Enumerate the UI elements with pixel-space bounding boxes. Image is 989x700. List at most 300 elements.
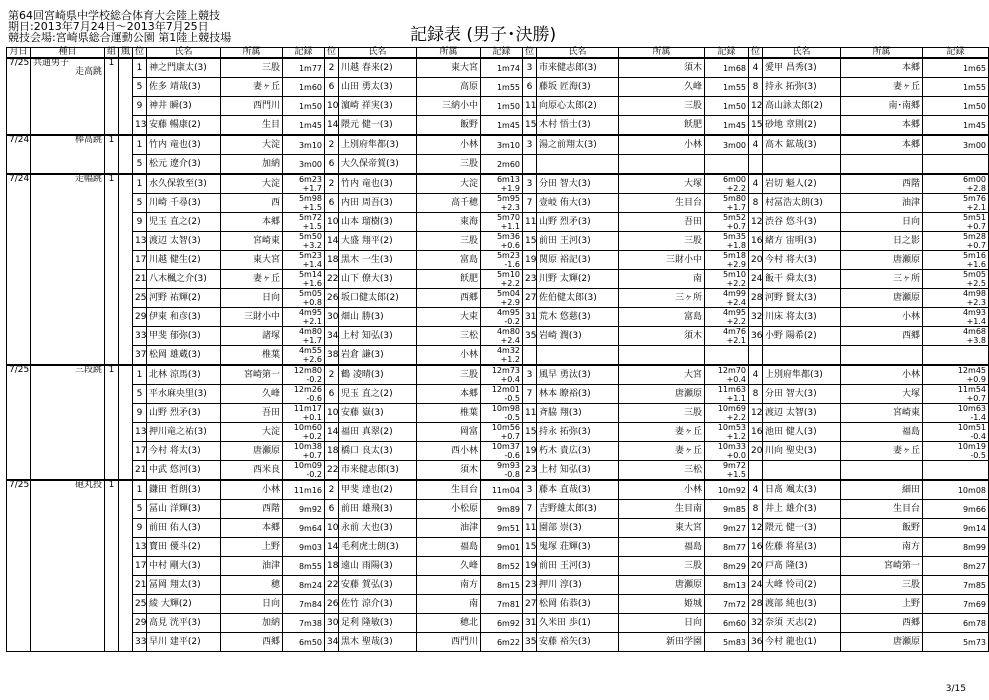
athlete-name: 川越 春来(2) [339,58,417,78]
place: 34 [325,327,339,346]
record-mark [283,404,325,423]
record-mark [705,633,749,652]
place: 20 [749,251,763,270]
wind-value: +2.4 [726,298,746,307]
record-mark [481,135,523,155]
team-name: 須木 [619,327,705,346]
record-value: 1m55 [722,82,746,92]
place: 26 [325,595,339,614]
athlete-name: 寶田 優斗(2) [147,538,221,557]
place: 14 [325,232,339,251]
record-mark [923,232,989,251]
place: 9 [133,213,147,232]
record-mark [923,289,989,308]
athlete-name: 竹内 竜也(3) [147,135,221,155]
place: 6 [325,155,339,175]
table-row [7,385,989,404]
athlete-name: 上別府隼都(3) [339,135,417,155]
column-header: 記録 [481,48,523,59]
place: 16 [749,538,763,557]
athlete-name: 山野 烈矛(3) [147,404,221,423]
team-name: 本郷 [841,58,923,78]
record-mark [705,576,749,595]
record-value: 5m73 [962,637,986,647]
record-value: 4m76 [722,327,746,336]
wind-value: +2.2 [726,317,746,326]
wind-cell [119,365,133,480]
wind-value: +0.7 [726,222,746,231]
record-value: 6m50 [298,637,322,647]
team-name [841,155,923,175]
table-row [7,194,989,213]
athlete-name: 藤坂 匠海(3) [537,78,619,97]
place: 3 [523,58,537,78]
team-name: 小林 [221,480,283,500]
place: 22 [325,270,339,289]
place: 2 [325,480,339,500]
place: 23 [523,576,537,595]
athlete-name: 木村 悟士(3) [537,116,619,136]
record-value: 8m99 [962,542,986,552]
record-mark [923,519,989,538]
record-value: 5m18 [722,251,746,260]
team-name: 生目南 [619,500,705,519]
wind-value: +0.9 [966,375,986,384]
record-mark [481,557,523,576]
record-value: 5m50 [298,232,322,241]
athlete-name: 市来健志郎(3) [339,461,417,481]
record-mark [481,595,523,614]
team-name: 飯野 [417,116,481,136]
record-value: 4m95 [496,308,520,317]
page-number: 3/15 [945,684,966,694]
record-mark [923,135,989,155]
record-value: 6m60 [722,618,746,628]
place: 32 [749,614,763,633]
record-value: 8m52 [496,561,520,571]
place: 6 [325,385,339,404]
record-value: 5m14 [298,270,322,279]
wind-value: +0.7 [966,241,986,250]
team-name: 加納 [221,614,283,633]
event-name-line: 棒高跳 [74,135,102,145]
team-name: 三財小中 [619,251,705,270]
record-value: 9m93 [496,461,520,470]
athlete-name: 平水麻央里(3) [147,385,221,404]
athlete-name: 渡辺 太智(3) [147,232,221,251]
place: 35 [523,327,537,346]
team-name: 西 [221,194,283,213]
team-name: 久峰 [619,78,705,97]
event-name [31,174,105,365]
record-value: 9m72 [722,461,746,470]
record-mark [705,289,749,308]
athlete-name: 川床 将太(3) [763,308,841,327]
record-value: 6m92 [496,618,520,628]
column-header: 所属 [417,48,481,59]
team-name: 油津 [841,194,923,213]
table-row [7,213,989,232]
record-value: 5m95 [496,194,520,203]
record-mark [283,480,325,500]
record-mark [283,385,325,404]
place: 9 [133,404,147,423]
place: 8 [749,78,763,97]
athlete-name: 砂地 章則(2) [763,116,841,136]
athlete-name: 児玉 直之(2) [339,385,417,404]
place: 17 [133,251,147,270]
record-value: 9m92 [298,504,322,514]
athlete-name: 今村 将太(3) [147,442,221,461]
athlete-name: 前田 雄飛(3) [339,500,417,519]
athlete-name: 八木楓之介(3) [147,270,221,289]
place: 6 [523,78,537,97]
wind-value: +2.3 [500,203,520,212]
place [523,155,537,175]
record-mark [283,194,325,213]
record-value: 1m74 [496,63,520,73]
team-name: 三股 [417,232,481,251]
record-value: 10m69 [717,404,746,413]
place: 5 [133,385,147,404]
record-mark [923,385,989,404]
wind-value: -0.5 [504,394,520,403]
record-mark [283,346,325,366]
place: 15 [749,116,763,136]
team-name: 飫肥 [417,270,481,289]
meet-period: 期日:2013年7月24日～2013年7月25日 [8,20,209,33]
team-name: 細田 [841,480,923,500]
place: 8 [749,385,763,404]
record-mark [481,480,523,500]
record-mark [481,58,523,78]
athlete-name [763,155,841,175]
table-row [7,97,989,116]
team-name: 三股 [619,97,705,116]
team-name: 宮崎第一 [841,557,923,576]
athlete-name: 前田 王河(3) [537,232,619,251]
team-name: 大宮 [619,365,705,385]
column-header: 氏名 [537,48,619,59]
event-name-line: 共通男子 [33,58,70,68]
place: 1 [133,365,147,385]
team-name: 西小林 [417,442,481,461]
record-mark [923,308,989,327]
record-mark [923,116,989,136]
place: 4 [749,365,763,385]
record-value: 9m27 [722,523,746,533]
place: 12 [749,97,763,116]
record-value: 4m93 [962,308,986,317]
event-date: 7/24 [7,174,31,365]
place: 35 [523,633,537,652]
athlete-name: 渋谷 悠斗(3) [763,213,841,232]
athlete-name: 壹岐 侑大(3) [537,194,619,213]
wind-value: +2.2 [500,279,520,288]
event-name-line: 走高跳 [74,67,102,77]
place [523,346,537,366]
record-value: 5m23 [298,251,322,260]
record-mark [923,500,989,519]
record-mark [481,78,523,97]
athlete-name: 日髙 颯太(3) [763,480,841,500]
athlete-name: 河野 祐輝(2) [147,289,221,308]
athlete-name: 隈元 健一(3) [763,519,841,538]
record-value: 12m45 [957,366,986,375]
team-name: 大束 [417,308,481,327]
record-value: 10m60 [293,423,322,432]
record-mark [481,385,523,404]
record-mark [283,78,325,97]
athlete-name: 濵崎 祥実(3) [339,97,417,116]
team-name: 生目台 [417,480,481,500]
place: 4 [749,480,763,500]
team-name: 三松 [417,327,481,346]
record-mark [923,327,989,346]
place: 2 [325,135,339,155]
record-value: 6m23 [298,175,322,184]
column-header: 風 [119,48,133,59]
athlete-name: 足利 隆敏(3) [339,614,417,633]
place: 2 [325,365,339,385]
table-row [7,58,989,78]
record-mark [283,633,325,652]
team-name: 日向 [221,595,283,614]
place: 7 [523,500,537,519]
place: 17 [133,442,147,461]
team-name: 三股 [619,404,705,423]
record-mark [705,270,749,289]
athlete-name: 鶴 凌晴(3) [339,365,417,385]
record-value: 4m68 [962,327,986,336]
record-mark [283,442,325,461]
table-row [7,442,989,461]
team-name: 三納小中 [417,97,481,116]
record-value: 1m55 [496,82,520,92]
record-mark [283,116,325,136]
table-row [7,404,989,423]
wind-value: -0.8 [504,470,520,479]
record-mark [481,442,523,461]
wind-value: -0.6 [306,394,322,403]
record-mark [705,251,749,270]
place [749,461,763,481]
place: 29 [133,614,147,633]
record-mark [705,461,749,481]
record-value: 11m63 [717,385,746,394]
athlete-name: 藤本 直哉(3) [537,480,619,500]
place: 34 [325,633,339,652]
record-mark [481,346,523,366]
place: 2 [325,174,339,194]
event-date: 7/24 [7,135,31,174]
record-mark [481,538,523,557]
team-name: 唐瀬原 [841,633,923,652]
athlete-name: 中武 悠河(3) [147,461,221,481]
record-value: 5m04 [496,289,520,298]
column-header: 組 [105,48,119,59]
athlete-name: 内田 周吾(3) [339,194,417,213]
athlete-name: 分田 智大(3) [537,174,619,194]
record-mark [283,423,325,442]
wind-value: -0.4 [970,432,986,441]
table-row [7,500,989,519]
athlete-name: 岩切 魁人(2) [763,174,841,194]
athlete-name: 河野 賢太(3) [763,289,841,308]
athlete-name: 松元 遼介(3) [147,155,221,175]
wind-value: +0.4 [500,375,520,384]
team-name: 油津 [221,557,283,576]
record-mark [705,97,749,116]
record-mark [705,365,749,385]
record-value: 4m95 [298,308,322,317]
record-value: 5m83 [722,637,746,647]
record-mark [705,595,749,614]
record-value: 10m63 [957,404,986,413]
record-mark [923,213,989,232]
place: 21 [133,576,147,595]
athlete-name: 上村 知弘(3) [339,327,417,346]
athlete-name: 愛甲 昌秀(3) [763,58,841,78]
athlete-name: 冨岡 翔太(3) [147,576,221,595]
team-name: 久峰 [221,385,283,404]
heat-number: 1 [105,480,119,652]
athlete-name: 市来健志郎(3) [537,58,619,78]
place: 1 [133,480,147,500]
record-mark [283,270,325,289]
athlete-name: 伊東 和彦(3) [147,308,221,327]
team-name: 小林 [841,365,923,385]
athlete-name: 押川竜之祐(3) [147,423,221,442]
team-name: 加納 [221,155,283,175]
place: 31 [523,308,537,327]
athlete-name: 山下 僚大(3) [339,270,417,289]
athlete-name: 湯之前翔太(3) [537,135,619,155]
meet-header [8,10,231,43]
team-name: 日向 [619,614,705,633]
record-mark [705,58,749,78]
column-header: 氏名 [339,48,417,59]
team-name: 大淀 [221,423,283,442]
record-value: 7m84 [298,599,322,609]
place: 38 [325,346,339,366]
place: 5 [133,155,147,175]
place: 36 [749,633,763,652]
record-mark [705,557,749,576]
athlete-name: 荒木 悠慈(3) [537,308,619,327]
record-value: 5m36 [496,232,520,241]
record-value: 2m60 [496,159,520,169]
record-value: 5m23 [496,251,520,260]
team-name: 穂北 [417,614,481,633]
team-name: 三股 [221,58,283,78]
record-value: 4m80 [496,327,520,336]
record-value: 5m70 [496,213,520,222]
team-name [619,155,705,175]
record-mark [923,58,989,78]
heat-number: 1 [105,135,119,174]
place: 26 [325,289,339,308]
wind-value: +2.9 [726,260,746,269]
record-mark [923,404,989,423]
athlete-name: 安藤 暢康(2) [147,116,221,136]
team-name: 日之影 [841,232,923,251]
athlete-name: 斉脇 翔(3) [537,404,619,423]
wind-value: +1.6 [966,260,986,269]
wind-value: -0.2 [306,470,322,479]
athlete-name: 吉野雄太郎(3) [537,500,619,519]
record-mark [705,423,749,442]
team-name: 上野 [841,595,923,614]
athlete-name: 佐藤 将星(3) [763,538,841,557]
athlete-name: 大盛 翔平(2) [339,232,417,251]
wind-value: +1.5 [726,470,746,479]
record-mark [481,576,523,595]
athlete-name: 高見 洸平(3) [147,614,221,633]
team-name: 福島 [417,538,481,557]
table-row [7,423,989,442]
column-header: 所属 [221,48,283,59]
athlete-name: 遠山 雨陽(3) [339,557,417,576]
record-value: 12m26 [293,385,322,394]
record-mark [481,404,523,423]
record-value: 5m80 [722,194,746,203]
record-mark [923,365,989,385]
athlete-name: 林本 瞭裕(3) [537,385,619,404]
team-name: 生目台 [841,500,923,519]
athlete-name: 佐竹 涼介(3) [339,595,417,614]
record-value: 5m52 [722,213,746,222]
athlete-name: 中村 剛大(3) [147,557,221,576]
column-header: 月日 [7,48,31,59]
team-name: 西階 [221,500,283,519]
record-mark [705,500,749,519]
record-mark [923,461,989,481]
record-value: 5m10 [722,270,746,279]
place: 27 [523,289,537,308]
place: 21 [133,270,147,289]
place: 21 [133,461,147,481]
team-name: 南方 [841,538,923,557]
record-mark [705,232,749,251]
athlete-name: 関原 裕記(3) [537,251,619,270]
team-name: 東大宮 [417,58,481,78]
record-mark [283,232,325,251]
athlete-name: 持永 拓弥(3) [763,78,841,97]
place: 15 [523,232,537,251]
wind-value: -0.6 [504,451,520,460]
record-value: 7m72 [722,599,746,609]
record-value: 5m51 [962,213,986,222]
place: 1 [133,58,147,78]
place: 5 [133,500,147,519]
wind-value: +2.1 [302,317,322,326]
team-name [841,346,923,366]
record-value: 5m10 [496,270,520,279]
athlete-name: 佐多 靖哉(3) [147,78,221,97]
wind-value: +2.5 [966,279,986,288]
wind-value: +0.6 [500,241,520,250]
record-mark [481,213,523,232]
team-name: 南方 [417,576,481,595]
column-header: 氏名 [147,48,221,59]
record-value: 9m51 [496,523,520,533]
column-header: 位 [133,48,147,59]
place: 13 [133,232,147,251]
place: 23 [523,270,537,289]
athlete-name: 橋口 良太(3) [339,442,417,461]
record-value: 1m77 [298,63,322,73]
